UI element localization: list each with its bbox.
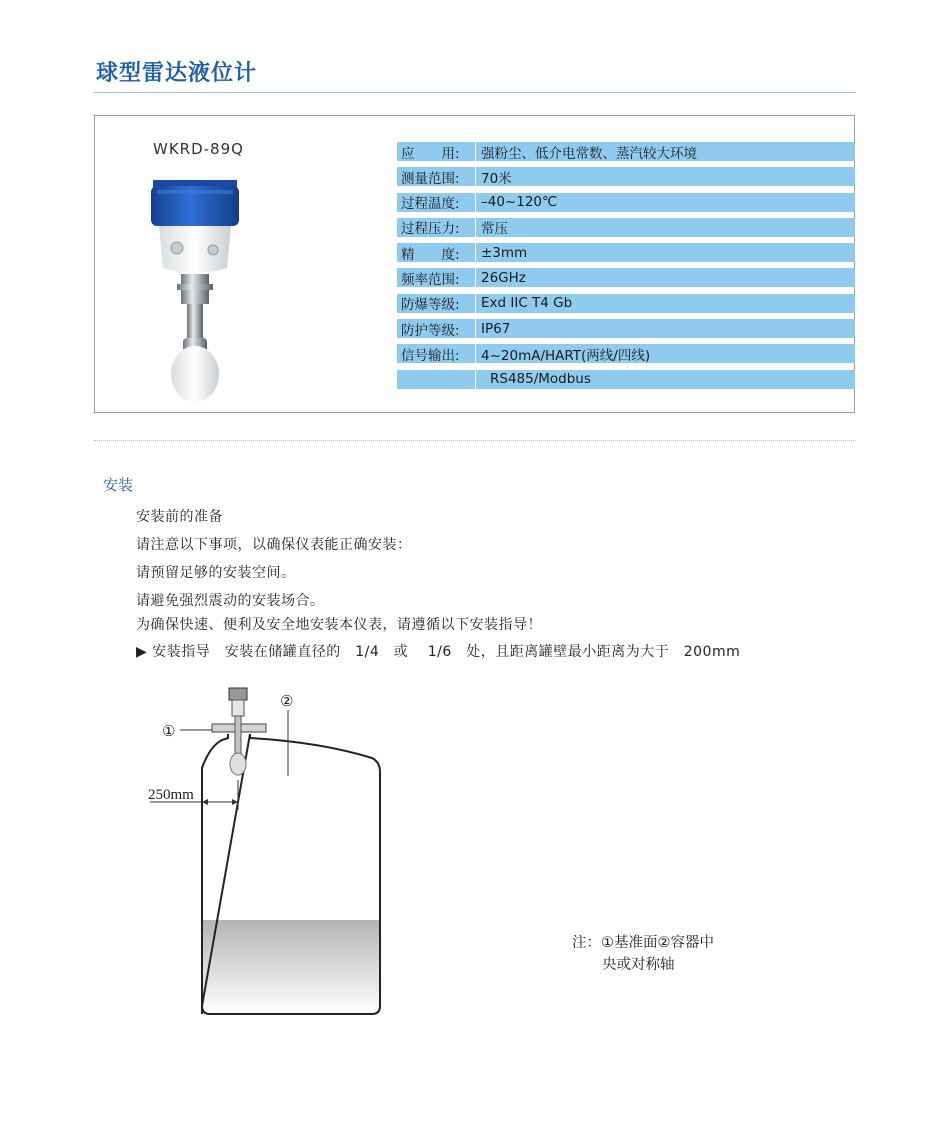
spec-value: –40~120℃ [481, 194, 558, 211]
section-divider [94, 440, 856, 441]
spec-label: 测量范围: [401, 170, 460, 187]
spec-divider [475, 243, 476, 262]
installation-line: 请预留足够的安装空间。 [136, 565, 296, 581]
note-line-2: 央或对称轴 [602, 957, 675, 973]
spec-row-continuation [397, 370, 855, 389]
spec-row [397, 193, 855, 212]
radar-level-gauge-image [147, 178, 247, 408]
spec-value: 常压 [481, 221, 508, 238]
installation-line: 安装前的准备 [136, 509, 223, 525]
spec-divider [475, 294, 476, 313]
spec-value: IP67 [481, 320, 511, 337]
note-line-1: 注：①基准面②容器中 [572, 935, 714, 951]
marker-2-label: ② [280, 692, 294, 710]
installation-line: 请注意以下事项，以确保仪表能正确安装： [136, 537, 412, 553]
spec-label: 过程温度: [401, 196, 460, 213]
spec-row [397, 167, 855, 186]
installation-line: 请避免强烈震动的安装场合。 [136, 593, 325, 609]
spec-row [397, 218, 855, 237]
spec-value: 4~20mA/HART(两线/四线) [481, 347, 651, 364]
spec-label: 防爆等级: [401, 297, 460, 314]
spec-label: 应 用: [401, 145, 460, 162]
marker-1-label: ① [162, 722, 176, 740]
gauge-antenna-ball [230, 753, 246, 775]
spec-value: RS485/Modbus [490, 371, 591, 388]
tank-liquid [202, 920, 380, 1014]
spec-row [397, 319, 855, 338]
spec-label: 过程压力: [401, 221, 460, 238]
spec-label: 精 度: [401, 246, 460, 263]
spec-label: 防护等级: [401, 322, 460, 339]
spec-row [397, 142, 855, 161]
spec-divider [475, 268, 476, 287]
spec-label: 信号输出: [401, 347, 460, 364]
gauge-stem [235, 716, 241, 754]
installation-line: 为确保快速、便利及安全地安装本仪表，请遵循以下安装指导！ [136, 617, 542, 633]
page-title: 球型雷达液位计 [96, 61, 258, 86]
spec-value: Exd IIC T4 Gb [481, 295, 573, 312]
spec-value: 强粉尘、低介电常数、蒸汽较大环境 [481, 145, 697, 162]
spec-row [397, 243, 855, 262]
diagram-note [572, 932, 714, 976]
product-spec-panel [94, 115, 855, 413]
spec-divider [475, 218, 476, 237]
spec-divider [475, 319, 476, 338]
spec-value: ±3mm [481, 244, 528, 261]
spec-value: 26GHz [481, 269, 526, 286]
spec-row [397, 344, 855, 363]
title-divider [94, 92, 856, 93]
spec-table [397, 142, 855, 395]
spec-value: 70米 [481, 170, 512, 187]
product-model: WKRD-89Q [153, 140, 244, 158]
spec-divider [475, 142, 476, 161]
distance-label: 250mm [148, 787, 194, 803]
spec-row [397, 294, 855, 313]
gauge-head [229, 688, 247, 700]
tank-installation-diagram [140, 680, 400, 1020]
spec-divider [475, 193, 476, 212]
installation-heading: 安装 [103, 476, 134, 494]
gauge-body [232, 700, 244, 716]
spec-divider [475, 344, 476, 363]
spec-divider [475, 370, 476, 389]
spec-row [397, 268, 855, 287]
spec-divider [475, 167, 476, 186]
spec-label: 频率范围: [401, 271, 460, 288]
installation-guide-line: ▶ 安装指导 安装在储罐直径的 1/4 或 1/6 处，且距离罐壁最小距离为大于 200mm [136, 644, 741, 660]
